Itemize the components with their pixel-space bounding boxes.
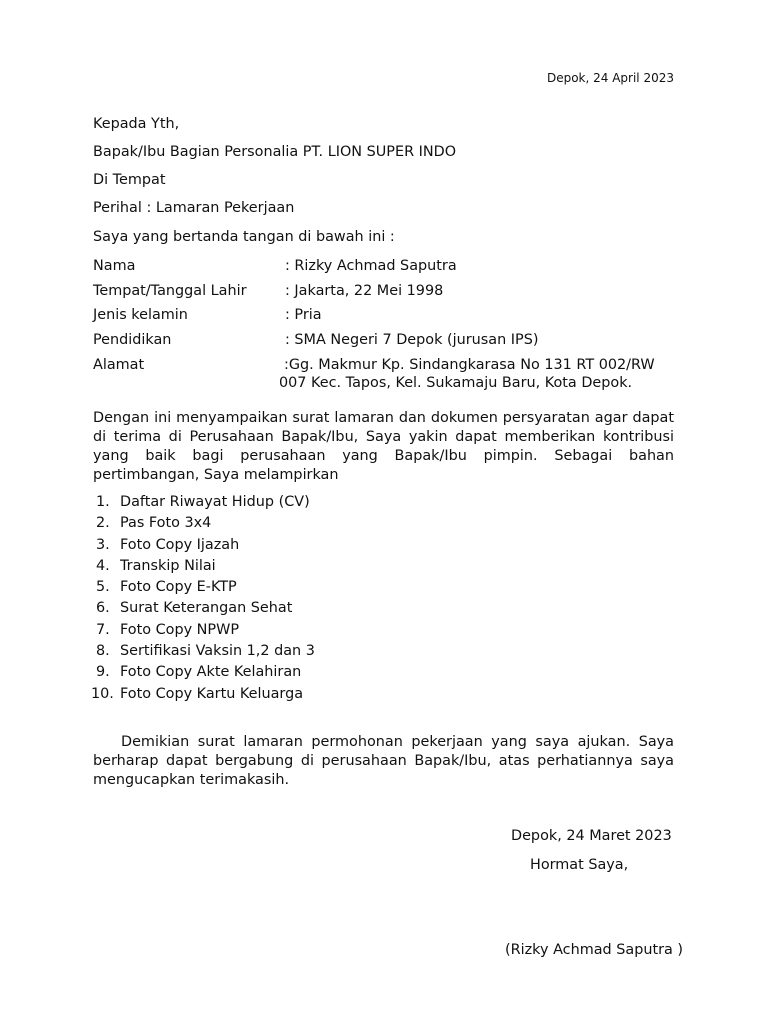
list-item-text: Foto Copy Akte Kelahiran xyxy=(120,664,302,681)
body-paragraph: Dengan ini menyampaikan surat lamaran dan dokumen persyaratan agar dapat di terima di Perusahaan Bapak/Ibu, Saya yakin dapat memberikan kontribusi yang baik bagi perusahaan yang Bapak/Ibu pimpin. Sebagai bahan pertimbangan, Saya melampirkan xyxy=(93,410,674,483)
list-item-number: 2. xyxy=(96,515,110,532)
detail-value-birth: : Jakarta, 22 Mei 1998 xyxy=(285,283,444,299)
detail-value-address-line2: 007 Kec. Tapos, Kel. Sukamaju Baru, Kota Depok. xyxy=(279,375,633,391)
detail-label-education: Pendidikan xyxy=(93,332,172,348)
signature-name: (Rizky Achmad Saputra ) xyxy=(505,942,684,958)
recipient-place: Di Tempat xyxy=(93,172,166,188)
detail-value-gender: : Pria xyxy=(285,307,322,323)
recipient-company: Bapak/Ibu Bagian Personalia PT. LION SUPER INDO xyxy=(93,144,457,160)
list-item-number: 10. xyxy=(91,685,114,702)
detail-label-address: Alamat xyxy=(93,357,145,373)
detail-value-education: : SMA Negeri 7 Depok (jurusan IPS) xyxy=(285,332,539,348)
list-item-text: Transkip Nilai xyxy=(120,557,216,574)
list-item-text: Foto Copy NPWP xyxy=(120,621,240,638)
recipient-greeting: Kepada Yth, xyxy=(93,116,180,132)
closing-paragraph: Demikian surat lamaran permohonan pekerjaan yang saya ajukan. Saya berharap dapat bergabung di perusahaan Bapak/Ibu, atas perhatiannya saya mengucapkan terimakasih. xyxy=(93,734,674,788)
list-item-text: Pas Foto 3x4 xyxy=(120,515,212,532)
list-item-number: 4. xyxy=(96,557,110,574)
signature-greeting: Hormat Saya, xyxy=(530,857,629,873)
list-item-text: Foto Copy Kartu Keluarga xyxy=(120,685,304,702)
detail-label-name: Nama xyxy=(93,258,136,274)
detail-value-address-line1: :Gg. Makmur Kp. Sindangkarasa No 131 RT 002/RW xyxy=(284,357,655,373)
signature-date: Depok, 24 Maret 2023 xyxy=(511,828,672,844)
list-item-text: Foto Copy E-KTP xyxy=(120,579,237,596)
list-item-number: 6. xyxy=(96,600,110,617)
list-item-text: Daftar Riwayat Hidup (CV) xyxy=(120,494,310,510)
detail-label-gender: Jenis kelamin xyxy=(93,307,188,323)
letter-subject: Perihal : Lamaran Pekerjaan xyxy=(93,200,295,216)
list-item-text: Foto Copy Ijazah xyxy=(120,536,240,553)
list-item-number: 9. xyxy=(96,664,110,681)
list-item-number: 1. xyxy=(96,494,110,510)
list-item-number: 8. xyxy=(96,643,110,660)
detail-value-name: : Rizky Achmad Saputra xyxy=(285,258,457,274)
list-item-text: Sertifikasi Vaksin 1,2 dan 3 xyxy=(120,643,315,660)
intro-line: Saya yang bertanda tangan di bawah ini : xyxy=(93,229,395,245)
header-date: Depok, 24 April 2023 xyxy=(546,71,674,85)
list-item-number: 5. xyxy=(96,579,110,596)
detail-label-birth: Tempat/Tanggal Lahir xyxy=(93,283,247,299)
list-item-number: 3. xyxy=(96,536,110,553)
list-item-number: 7. xyxy=(96,621,110,638)
list-item-text: Surat Keterangan Sehat xyxy=(120,600,293,617)
